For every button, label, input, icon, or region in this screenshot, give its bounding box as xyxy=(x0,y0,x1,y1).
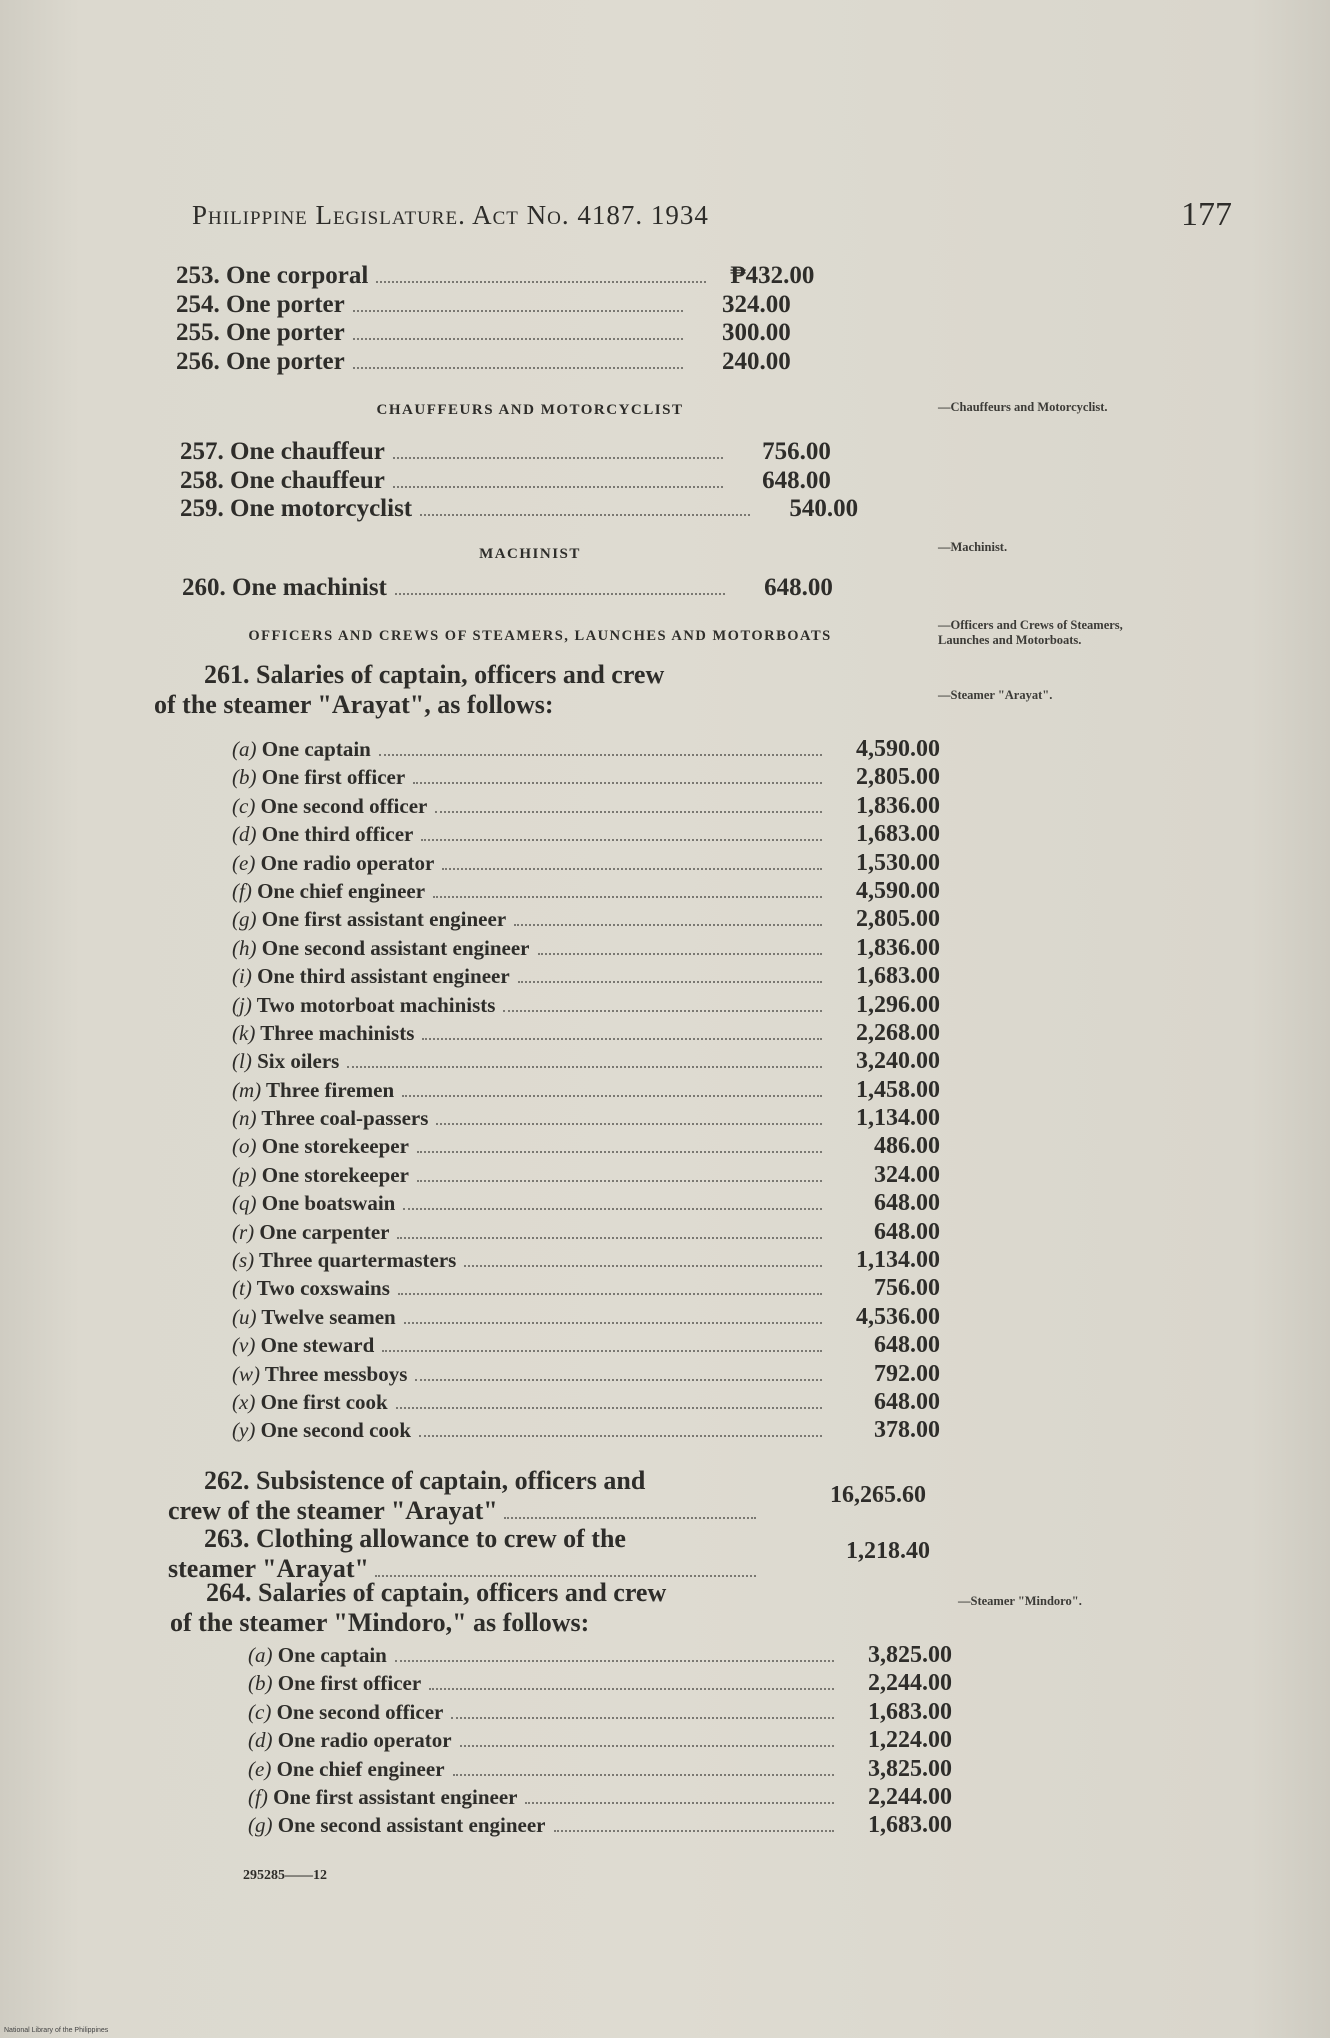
item-label: (d) One radio operator xyxy=(248,1728,452,1753)
list-item: 260. One machinist 648.00 xyxy=(182,574,833,601)
list-item xyxy=(232,1190,940,1218)
item-amount: 1,458.00 xyxy=(856,1076,940,1103)
item-label: (g) One first assistant engineer xyxy=(232,907,507,932)
list-item xyxy=(232,1219,940,1247)
item-amount: 1,134.00 xyxy=(856,1105,940,1132)
item-amount: 792.00 xyxy=(874,1360,940,1387)
leader-dots xyxy=(397,1237,822,1239)
list-item: 259. One motorcyclist 540.00 xyxy=(180,495,859,522)
page-header xyxy=(192,196,1232,240)
item-label: (v) One steward xyxy=(232,1333,375,1358)
list-item xyxy=(232,850,940,878)
item-amount: 486.00 xyxy=(874,1133,940,1160)
item-amount: 4,536.00 xyxy=(856,1303,940,1330)
list-item xyxy=(232,906,940,934)
list-item xyxy=(232,1275,940,1303)
machinist-items xyxy=(182,574,934,603)
leader-dots xyxy=(398,1293,822,1295)
item-amount: 3,825.00 xyxy=(868,1755,952,1782)
margin-note-mindoro: —Steamer "Mindoro". xyxy=(958,1594,1082,1608)
item-label: (i) One third assistant engineer xyxy=(232,964,510,989)
item-label: (w) Three messboys xyxy=(232,1361,408,1386)
section-heading-officers: OFFICERS AND CREWS OF STEAMERS, LAUNCHES AND MOTORBOATS xyxy=(248,628,832,644)
list-item xyxy=(248,1670,952,1698)
item-label: (q) One boatswain xyxy=(232,1191,396,1216)
item-amount: 1,134.00 xyxy=(856,1247,940,1274)
leader-dots xyxy=(379,754,822,756)
list-item xyxy=(232,963,940,991)
list-item xyxy=(248,1699,952,1727)
item-amount: 648.00 xyxy=(874,1388,940,1415)
item-amount: 648.00 xyxy=(874,1218,940,1245)
item-amount: 3,825.00 xyxy=(868,1642,952,1668)
list-item xyxy=(232,878,940,906)
leader-dots xyxy=(525,1802,834,1804)
mindoro-items xyxy=(248,1642,952,1841)
leader-dots xyxy=(422,1038,822,1040)
leader-dots xyxy=(404,1322,822,1324)
item-amount: 1,683.00 xyxy=(856,821,940,848)
list-item: 258. One chauffeur 648.00 xyxy=(180,466,831,494)
library-imprint: National Library of the Philippines xyxy=(4,2027,109,2034)
leader-dots xyxy=(396,1407,822,1409)
list-item xyxy=(232,1133,940,1161)
list-item: 255. One porter 300.00 xyxy=(176,319,791,346)
list-item xyxy=(248,1727,952,1755)
item-amount: 4,590.00 xyxy=(856,736,940,762)
item-264: 264. Salaries of captain, officers and crew of the steamer "Mindoro," as follows: xyxy=(170,1578,667,1637)
leader-dots xyxy=(417,1180,822,1182)
item-label: (e) One radio operator xyxy=(232,850,435,875)
item-amount: 1,683.00 xyxy=(868,1698,952,1725)
item-label: (x) One first cook xyxy=(232,1389,388,1414)
item-263-amount: 1,218.40 xyxy=(846,1538,930,1564)
margin-note-officers: —Officers and Crews of Steamers, Launches and Motorboats. xyxy=(938,618,1123,647)
item-label: (c) One second officer xyxy=(248,1699,444,1724)
list-item xyxy=(232,1417,940,1445)
leader-dots xyxy=(395,1660,834,1662)
top-items xyxy=(176,262,936,376)
list-item xyxy=(248,1756,952,1784)
leader-dots xyxy=(503,1010,822,1012)
item-label: (s) Three quartermasters xyxy=(232,1248,457,1273)
item-amount: 1,530.00 xyxy=(856,849,940,876)
leader-dots xyxy=(436,1123,822,1125)
item-label: (y) One second cook xyxy=(232,1418,412,1443)
leader-dots xyxy=(417,1151,822,1153)
item-amount: 648.00 xyxy=(874,1190,940,1217)
margin-note-arayat: —Steamer "Arayat". xyxy=(938,688,1053,702)
item-amount: 2,805.00 xyxy=(856,906,940,933)
margin-note-machinist: —Machinist. xyxy=(938,540,1008,554)
item-label: (g) One second assistant engineer xyxy=(248,1813,546,1838)
list-item xyxy=(232,1077,940,1105)
chauffeur-items xyxy=(180,438,932,524)
leader-dots xyxy=(460,1745,834,1747)
list-item xyxy=(232,1048,940,1076)
item-label: (p) One storekeeper xyxy=(232,1162,409,1187)
item-261: 261. Salaries of captain, officers and crew of the steamer "Arayat", as follows: xyxy=(154,660,665,719)
leader-dots xyxy=(442,868,822,870)
list-item xyxy=(248,1812,952,1840)
item-label: (b) One first officer xyxy=(232,765,406,790)
item-amount: 324.00 xyxy=(874,1161,940,1188)
leader-dots xyxy=(413,782,822,784)
leader-dots xyxy=(464,1265,822,1267)
leader-dots xyxy=(402,1095,822,1097)
leader-dots xyxy=(415,1379,822,1381)
list-item: 256. One porter 240.00 xyxy=(176,347,791,375)
item-amount: 1,836.00 xyxy=(856,934,940,961)
list-item xyxy=(232,821,940,849)
item-amount: 1,296.00 xyxy=(856,991,940,1018)
item-amount: 1,683.00 xyxy=(868,1812,952,1839)
item-amount: 4,590.00 xyxy=(856,877,940,904)
item-label: (f) One chief engineer xyxy=(232,878,426,903)
item-label: (b) One first officer xyxy=(248,1671,422,1696)
item-label: (m) Three firemen xyxy=(232,1077,395,1102)
page-number: 177 xyxy=(1181,196,1232,233)
item-amount: 648.00 xyxy=(874,1332,940,1359)
list-item: 254. One porter 324.00 xyxy=(176,290,791,318)
leader-dots xyxy=(554,1830,835,1832)
item-label: (a) One captain xyxy=(232,737,371,761)
item-label: (r) One carpenter xyxy=(232,1219,390,1244)
item-amount: 1,224.00 xyxy=(868,1727,952,1754)
item-amount: 1,683.00 xyxy=(856,963,940,990)
leader-dots xyxy=(421,839,822,841)
item-label: (l) Six oilers xyxy=(232,1049,340,1074)
item-label: (a) One captain xyxy=(248,1643,387,1667)
list-item xyxy=(232,1162,940,1190)
item-label: (h) One second assistant engineer xyxy=(232,935,530,960)
leader-dots xyxy=(419,1435,822,1437)
list-item xyxy=(248,1642,952,1670)
item-262-amount: 16,265.60 xyxy=(830,1482,926,1508)
item-amount: 2,244.00 xyxy=(868,1783,952,1810)
list-item xyxy=(232,1304,940,1332)
list-item xyxy=(232,1389,940,1417)
item-label: (n) Three coal-passers xyxy=(232,1106,429,1131)
item-263: 263. Clothing allowance to crew of the steamer "Arayat" xyxy=(168,1524,762,1584)
list-item xyxy=(232,736,940,764)
leader-dots xyxy=(514,924,822,926)
item-label: (d) One third officer xyxy=(232,822,414,847)
item-amount: 2,268.00 xyxy=(856,1019,940,1046)
item-amount: 2,244.00 xyxy=(868,1670,952,1697)
list-item xyxy=(232,793,940,821)
leader-dots xyxy=(538,953,823,955)
item-label: (c) One second officer xyxy=(232,793,428,818)
section-heading-machinist: MACHINIST xyxy=(479,546,581,562)
list-item: 253. One corporal ₱432.00 xyxy=(176,262,815,289)
list-item xyxy=(232,1361,940,1389)
list-item xyxy=(232,992,940,1020)
arayat-items xyxy=(232,736,940,1446)
leader-dots xyxy=(403,1208,822,1210)
item-amount: 756.00 xyxy=(874,1275,940,1302)
leader-dots xyxy=(518,981,822,983)
leader-dots xyxy=(382,1350,822,1352)
list-item xyxy=(232,1247,940,1275)
section-heading-chauffeurs: CHAUFFEURS AND MOTORCYCLIST xyxy=(376,402,684,418)
margin-note-chauffeurs: —Chauffeurs and Motorcyclist. xyxy=(938,400,1108,414)
leader-dots xyxy=(347,1066,822,1068)
list-item xyxy=(232,1020,940,1048)
list-item xyxy=(248,1784,952,1812)
leader-dots xyxy=(451,1717,834,1719)
item-amount: 2,805.00 xyxy=(856,764,940,791)
leader-dots xyxy=(429,1688,834,1690)
item-amount: 3,240.00 xyxy=(856,1048,940,1075)
leader-dots xyxy=(453,1774,834,1776)
item-amount: 1,836.00 xyxy=(856,792,940,819)
item-amount: 378.00 xyxy=(874,1417,940,1444)
printer-code: 295285——12 xyxy=(243,1868,327,1883)
running-title: Philippine Legislature. Act No. 4187. 1934 xyxy=(192,200,709,230)
item-label: (k) Three machinists xyxy=(232,1020,415,1045)
item-label: (f) One first assistant engineer xyxy=(248,1784,518,1809)
leader-dots xyxy=(435,811,822,813)
list-item xyxy=(232,1105,940,1133)
item-label: (u) Twelve seamen xyxy=(232,1304,396,1329)
leader-dots xyxy=(433,896,822,898)
item-262: 262. Subsistence of captain, officers and crew of the steamer "Arayat" xyxy=(168,1466,762,1526)
item-label: (t) Two coxswains xyxy=(232,1276,390,1301)
item-label: (o) One storekeeper xyxy=(232,1134,409,1159)
list-item xyxy=(232,1332,940,1360)
item-label: (j) Two motorboat machinists xyxy=(232,992,496,1017)
list-item: 257. One chauffeur 756.00 xyxy=(180,438,831,465)
item-label: (e) One chief engineer xyxy=(248,1756,445,1781)
list-item xyxy=(232,764,940,792)
list-item xyxy=(232,935,940,963)
